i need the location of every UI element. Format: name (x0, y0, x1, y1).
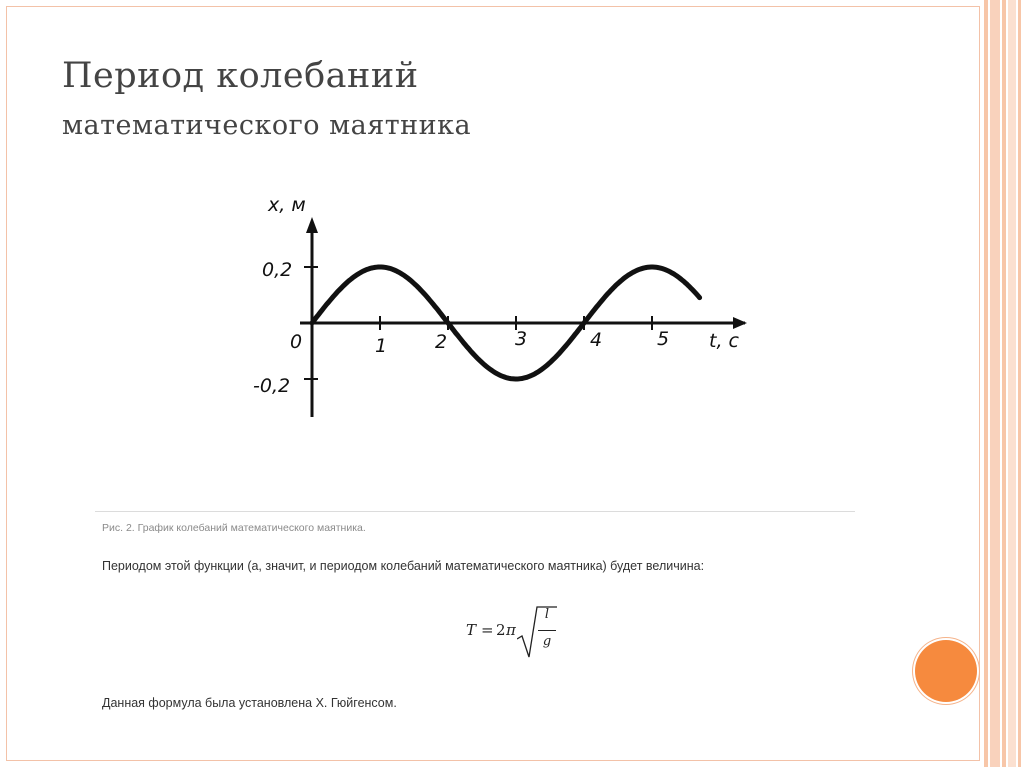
y-axis-arrow (306, 217, 318, 233)
x-tick-label: 3 (515, 328, 528, 350)
formula-lhs: T (466, 621, 477, 639)
x-axis-arrow (733, 317, 747, 329)
content-divider (95, 511, 855, 512)
slide-title (62, 52, 471, 150)
formula-pi: π (506, 621, 516, 639)
formula-coefficient: 2 (496, 621, 506, 639)
title-line-1: Период колебаний (62, 56, 419, 96)
x-tick-label: 2 (435, 331, 448, 353)
title-line-2: математического маятника (62, 110, 472, 141)
x-tick-label: 5 (657, 328, 670, 350)
formula-numerator: l (544, 607, 550, 622)
x-tick-label: 4 (590, 329, 603, 351)
y-axis-label: x, м (268, 194, 306, 216)
figure-caption: Рис. 2. График колебаний математического маятника. (102, 522, 366, 534)
x-axis-label: t, c (709, 330, 739, 352)
period-formula (466, 603, 566, 663)
decorative-circle (915, 640, 977, 702)
formula-denominator: g (542, 634, 552, 649)
body-paragraph: Периодом этой функции (а, значит, и периодом колебаний математического маятника) будет величина: (102, 559, 705, 573)
footer-text: Данная формула была установлена Х. Гюйгенсом. (102, 696, 397, 710)
y-tick-label-neg: -0,2 (253, 375, 291, 397)
fraction-bar (538, 630, 556, 631)
formula-equals: = (481, 621, 494, 639)
decorative-stripes (984, 0, 1024, 767)
y-tick-label-pos: 0,2 (262, 259, 293, 281)
oscillation-graph (250, 185, 760, 425)
origin-label: 0 (290, 331, 303, 353)
x-tick-label: 1 (375, 335, 388, 357)
